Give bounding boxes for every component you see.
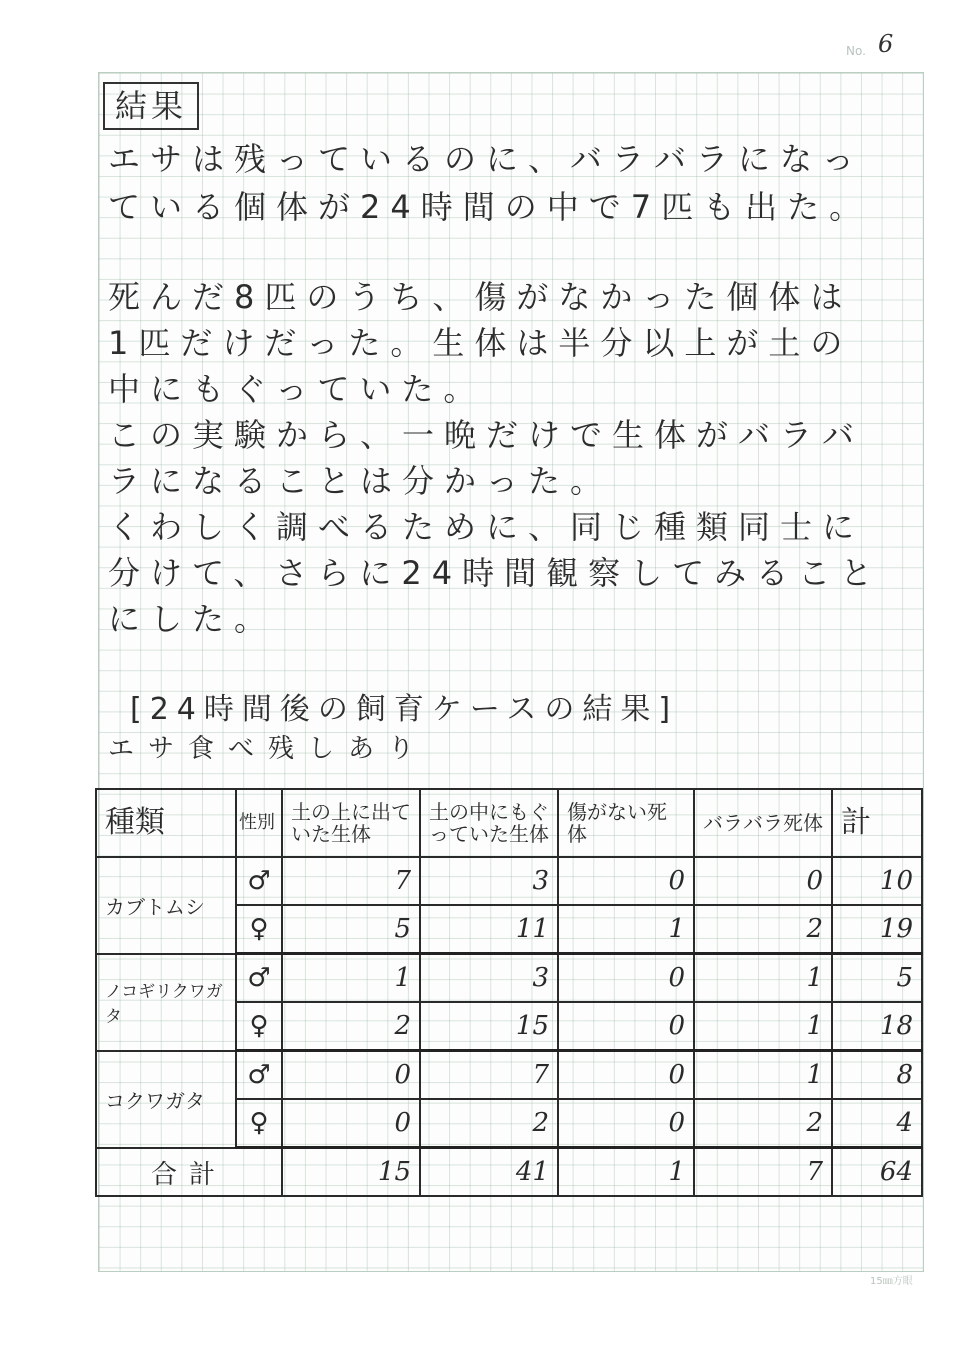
cell-value: 19 [832,905,922,954]
cell-value: 10 [832,857,922,905]
result-heading: 結果 [103,82,199,130]
cell-value: 18 [832,1002,922,1051]
cell-value: 2 [282,1002,420,1051]
page-number-label: No. [846,44,866,58]
paragraph-line: ている個体が24時間の中で7匹も出た。 [108,188,872,226]
paper-brand: 15㎜方眼 [870,1276,913,1287]
cell-value: 8 [832,1051,922,1100]
sex-female: ♀ [236,1099,282,1148]
header-underground: 土の中にもぐっていた生体 [420,789,558,857]
total-value: 7 [694,1148,832,1197]
cell-value: 2 [420,1099,558,1148]
total-label: 合計 [96,1148,282,1197]
species-kabutomushi: カブトムシ [96,857,236,954]
cell-value: 5 [282,905,420,954]
cell-value: 2 [694,905,832,954]
cell-value: 5 [832,954,922,1003]
table-header-row [96,789,922,857]
cell-value: 1 [282,954,420,1003]
sex-male: ♂ [236,954,282,1003]
total-value: 1 [558,1148,694,1197]
header-intact-dead: 傷がない死体 [558,789,694,857]
paragraph-line: にした。 [108,600,277,638]
table-row [96,857,922,905]
total-value: 41 [420,1148,558,1197]
table-row [96,1051,922,1100]
cell-value: 4 [832,1099,922,1148]
cell-value: 7 [420,1051,558,1100]
header-dismembered-dead: バラバラ死体 [694,789,832,857]
cell-value: 1 [694,1051,832,1100]
cell-value: 0 [558,954,694,1003]
cell-value: 3 [420,857,558,905]
header-sex: 性別 [236,789,282,857]
paragraph-line: くわしく調べるために、同じ種類同士に [108,508,865,546]
cell-value: 0 [558,1002,694,1051]
cell-value: 2 [694,1099,832,1148]
cell-value: 1 [558,905,694,954]
cell-value: 0 [558,1051,694,1100]
paragraph-line: この実験から、一晩だけで生体がバラバ [108,416,865,454]
table-total-row [96,1148,922,1197]
header-species: 種類 [96,789,236,857]
paragraph-line: 死んだ8匹のうち、傷がなかった個体は [108,278,853,316]
paragraph-line: 中にもぐっていた。 [108,370,486,408]
table-row [96,954,922,1003]
cell-value: 3 [420,954,558,1003]
paragraph-line: ラになることは分かった。 [108,462,613,500]
cell-value: 7 [282,857,420,905]
sex-male: ♂ [236,1051,282,1100]
cell-value: 0 [558,857,694,905]
sex-female: ♀ [236,1002,282,1051]
cell-value: 15 [420,1002,558,1051]
paragraph-line: エサは残っているのに、バラバラになっ [108,140,865,178]
cell-value: 0 [282,1099,420,1148]
table-heading: [24時間後の飼育ケースの結果] [130,692,679,727]
cell-value: 0 [694,857,832,905]
sex-female: ♀ [236,905,282,954]
cell-value: 1 [694,954,832,1003]
table-note: エサ食べ残しあり [108,734,429,764]
cell-value: 1 [694,1002,832,1051]
cell-value: 11 [420,905,558,954]
total-value: 64 [832,1148,922,1197]
cell-value: 0 [558,1099,694,1148]
species-nokogiri-kuwagata: ノコギリクワガタ [96,954,236,1051]
total-value: 15 [282,1148,420,1197]
results-table [95,788,923,1197]
species-kokuwagata: コクワガタ [96,1051,236,1148]
paragraph-line: 1匹だけだった。生体は半分以上が土の [108,324,853,362]
paragraph-line: 分けて、さらに24時間観察してみること [108,554,883,592]
header-above-ground: 土の上に出ていた生体 [282,789,420,857]
sex-male: ♂ [236,857,282,905]
header-total: 計 [832,789,922,857]
cell-value: 0 [282,1051,420,1100]
page-number: 6 [878,30,894,58]
